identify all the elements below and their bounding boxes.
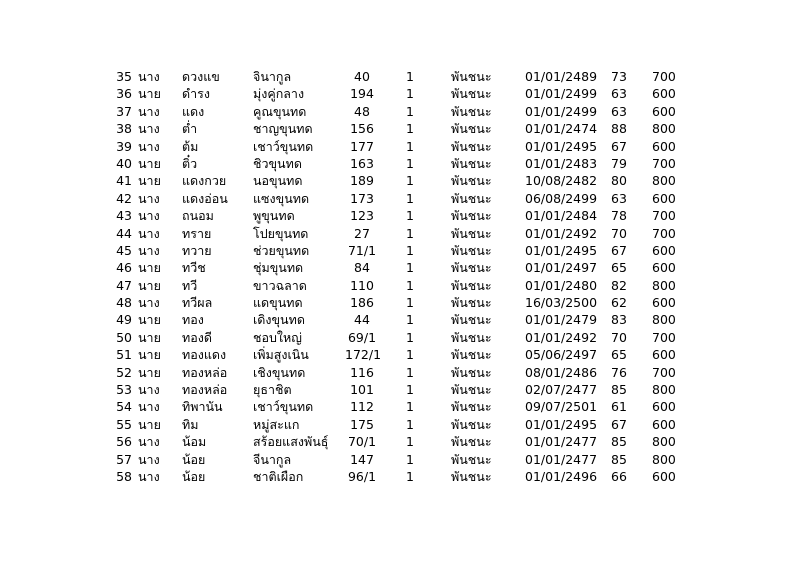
allowance-amount: 800 bbox=[652, 382, 676, 398]
subdistrict: พันชนะ bbox=[451, 242, 492, 258]
row-number: 51 bbox=[116, 347, 132, 363]
age: 62 bbox=[611, 295, 627, 311]
village-number: 1 bbox=[406, 468, 414, 484]
first-name: ทวี bbox=[182, 277, 198, 293]
village-number: 1 bbox=[406, 121, 414, 137]
last-name: ขาวฉลาด bbox=[253, 277, 307, 293]
birth-date: 01/01/2499 bbox=[525, 86, 598, 102]
age: 63 bbox=[611, 86, 627, 102]
village-number: 1 bbox=[406, 329, 414, 345]
subdistrict: พันชนะ bbox=[451, 277, 492, 293]
age: 61 bbox=[611, 399, 627, 415]
birth-date: 01/01/2484 bbox=[525, 208, 598, 224]
age: 83 bbox=[611, 312, 627, 328]
age: 76 bbox=[611, 364, 627, 380]
allowance-amount: 600 bbox=[652, 138, 676, 154]
village-number: 1 bbox=[406, 225, 414, 241]
age: 85 bbox=[611, 382, 627, 398]
age: 65 bbox=[611, 260, 627, 276]
first-name: น้อม bbox=[182, 434, 207, 450]
village-number: 1 bbox=[406, 382, 414, 398]
table-row bbox=[0, 120, 800, 137]
house-number: 71/1 bbox=[347, 242, 377, 258]
row-number: 57 bbox=[116, 451, 132, 467]
last-name: เชาว์ขุนทด bbox=[253, 138, 314, 154]
row-number: 46 bbox=[116, 260, 132, 276]
subdistrict: พันชนะ bbox=[451, 86, 492, 102]
table-row bbox=[0, 172, 800, 189]
age: 70 bbox=[611, 329, 627, 345]
row-number: 43 bbox=[116, 208, 132, 224]
house-number: 175 bbox=[350, 416, 374, 432]
birth-date: 01/01/2474 bbox=[525, 121, 598, 137]
last-name: แซงขุนทด bbox=[253, 190, 310, 206]
first-name: ทองดี bbox=[182, 329, 212, 345]
subdistrict: พันชนะ bbox=[451, 190, 492, 206]
table-row bbox=[0, 190, 800, 207]
house-number: 70/1 bbox=[347, 434, 377, 450]
row-number: 55 bbox=[116, 416, 132, 432]
last-name: หมู่สะแก bbox=[253, 416, 300, 432]
village-number: 1 bbox=[406, 295, 414, 311]
last-name: เชิงขุนทด bbox=[253, 364, 306, 380]
registry-table bbox=[0, 68, 800, 485]
age: 85 bbox=[611, 434, 627, 450]
age: 88 bbox=[611, 121, 627, 137]
allowance-amount: 800 bbox=[652, 121, 676, 137]
allowance-amount: 600 bbox=[652, 399, 676, 415]
name-title: นาย bbox=[138, 260, 161, 276]
age: 78 bbox=[611, 208, 627, 224]
subdistrict: พันชนะ bbox=[451, 364, 492, 380]
last-name: แดขุนทด bbox=[253, 295, 303, 311]
first-name: น้อย bbox=[182, 451, 206, 467]
row-number: 40 bbox=[116, 155, 132, 171]
name-title: นาง bbox=[138, 242, 160, 258]
birth-date: 01/01/2495 bbox=[525, 242, 598, 258]
birth-date: 09/07/2501 bbox=[525, 399, 598, 415]
allowance-amount: 600 bbox=[652, 260, 676, 276]
subdistrict: พันชนะ bbox=[451, 312, 492, 328]
table-row bbox=[0, 294, 800, 311]
table-row bbox=[0, 451, 800, 468]
row-number: 54 bbox=[116, 399, 132, 415]
last-name: ชุ่มขุนทด bbox=[253, 260, 304, 276]
subdistrict: พันชนะ bbox=[451, 69, 492, 84]
birth-date: 01/01/2496 bbox=[525, 468, 598, 484]
first-name: ดวงแข bbox=[182, 69, 220, 84]
last-name: ชอบใหญ่ bbox=[253, 329, 302, 345]
last-name: เดิงขุนทด bbox=[253, 312, 305, 328]
birth-date: 01/01/2477 bbox=[525, 451, 598, 467]
table-row bbox=[0, 259, 800, 276]
house-number: 27 bbox=[354, 225, 370, 241]
row-number: 35 bbox=[116, 69, 132, 84]
name-title: นาง bbox=[138, 451, 160, 467]
age: 85 bbox=[611, 451, 627, 467]
row-number: 58 bbox=[116, 468, 132, 484]
house-number: 147 bbox=[350, 451, 374, 467]
row-number: 39 bbox=[116, 138, 132, 154]
first-name: แดง bbox=[182, 103, 205, 119]
name-title: นาย bbox=[138, 86, 161, 102]
house-number: 189 bbox=[350, 173, 374, 189]
subdistrict: พันชนะ bbox=[451, 434, 492, 450]
subdistrict: พันชนะ bbox=[451, 329, 492, 345]
birth-date: 01/01/2499 bbox=[525, 103, 598, 119]
village-number: 1 bbox=[406, 451, 414, 467]
subdistrict: พันชนะ bbox=[451, 208, 492, 224]
allowance-amount: 600 bbox=[652, 190, 676, 206]
subdistrict: พันชนะ bbox=[451, 295, 492, 311]
name-title: นาย bbox=[138, 416, 161, 432]
name-title: นาง bbox=[138, 103, 160, 119]
last-name: จินากูล bbox=[253, 69, 292, 84]
allowance-amount: 700 bbox=[652, 69, 676, 84]
first-name: ต่ำ bbox=[182, 121, 198, 137]
subdistrict: พันชนะ bbox=[451, 225, 492, 241]
row-number: 44 bbox=[116, 225, 132, 241]
house-number: 69/1 bbox=[347, 329, 377, 345]
subdistrict: พันชนะ bbox=[451, 468, 492, 484]
first-name: ทวาย bbox=[182, 242, 212, 258]
house-number: 173 bbox=[350, 190, 374, 206]
village-number: 1 bbox=[406, 312, 414, 328]
last-name: ยุธาชิต bbox=[253, 382, 292, 398]
house-number: 96/1 bbox=[347, 468, 377, 484]
house-number: 44 bbox=[354, 312, 370, 328]
row-number: 47 bbox=[116, 277, 132, 293]
first-name: แดงกวย bbox=[182, 173, 227, 189]
house-number: 177 bbox=[350, 138, 374, 154]
first-name: น้อย bbox=[182, 468, 206, 484]
house-number: 163 bbox=[350, 155, 374, 171]
house-number: 110 bbox=[350, 277, 374, 293]
allowance-amount: 600 bbox=[652, 295, 676, 311]
allowance-amount: 700 bbox=[652, 364, 676, 380]
birth-date: 10/08/2482 bbox=[525, 173, 598, 189]
village-number: 1 bbox=[406, 103, 414, 119]
last-name: เชาว์ขุนทด bbox=[253, 399, 314, 415]
first-name: ทิพานัน bbox=[182, 399, 223, 415]
first-name: ทองหล่อ bbox=[182, 382, 228, 398]
last-name: โปยขุนทด bbox=[253, 225, 309, 241]
last-name: ชิวขุนทด bbox=[253, 155, 302, 171]
last-name: มุ่งคู่กลาง bbox=[253, 86, 305, 102]
name-title: นาง bbox=[138, 208, 160, 224]
name-title: นาง bbox=[138, 399, 160, 415]
row-number: 56 bbox=[116, 434, 132, 450]
birth-date: 01/01/2495 bbox=[525, 416, 598, 432]
allowance-amount: 600 bbox=[652, 347, 676, 363]
last-name: พูขุนทด bbox=[253, 208, 295, 224]
house-number: 48 bbox=[354, 103, 370, 119]
name-title: นาง bbox=[138, 295, 160, 311]
house-number: 116 bbox=[350, 364, 374, 380]
house-number: 156 bbox=[350, 121, 374, 137]
village-number: 1 bbox=[406, 138, 414, 154]
allowance-amount: 800 bbox=[652, 312, 676, 328]
name-title: นาง bbox=[138, 434, 160, 450]
age: 65 bbox=[611, 347, 627, 363]
last-name: คูณขุนทด bbox=[253, 103, 307, 119]
age: 66 bbox=[611, 468, 627, 484]
village-number: 1 bbox=[406, 260, 414, 276]
birth-date: 01/01/2489 bbox=[525, 69, 598, 84]
name-title: นาง bbox=[138, 69, 160, 84]
birth-date: 01/01/2497 bbox=[525, 260, 598, 276]
name-title: นาง bbox=[138, 121, 160, 137]
village-number: 1 bbox=[406, 416, 414, 432]
first-name: แดงอ่อน bbox=[182, 190, 228, 206]
row-number: 37 bbox=[116, 103, 132, 119]
name-title: นาง bbox=[138, 468, 160, 484]
table-row bbox=[0, 242, 800, 259]
table-row bbox=[0, 433, 800, 450]
row-number: 50 bbox=[116, 329, 132, 345]
house-number: 112 bbox=[350, 399, 374, 415]
village-number: 1 bbox=[406, 69, 414, 84]
table-row bbox=[0, 398, 800, 415]
first-name: ทราย bbox=[182, 225, 212, 241]
first-name: ถนอม bbox=[182, 208, 214, 224]
first-name: ทิม bbox=[182, 416, 199, 432]
last-name: เพิ่มสูงเนิน bbox=[253, 347, 309, 363]
table-row bbox=[0, 311, 800, 328]
table-row bbox=[0, 416, 800, 433]
row-number: 36 bbox=[116, 86, 132, 102]
name-title: นาย bbox=[138, 173, 161, 189]
table-row bbox=[0, 329, 800, 346]
allowance-amount: 700 bbox=[652, 155, 676, 171]
village-number: 1 bbox=[406, 399, 414, 415]
name-title: นาย bbox=[138, 312, 161, 328]
birth-date: 02/07/2477 bbox=[525, 382, 598, 398]
birth-date: 01/01/2477 bbox=[525, 434, 598, 450]
last-name: ชาติเผือก bbox=[253, 468, 304, 484]
age: 67 bbox=[611, 138, 627, 154]
table-row bbox=[0, 103, 800, 120]
subdistrict: พันชนะ bbox=[451, 399, 492, 415]
subdistrict: พันชนะ bbox=[451, 451, 492, 467]
subdistrict: พันชนะ bbox=[451, 382, 492, 398]
name-title: นาย bbox=[138, 347, 161, 363]
village-number: 1 bbox=[406, 190, 414, 206]
birth-date: 16/03/2500 bbox=[525, 295, 598, 311]
allowance-amount: 600 bbox=[652, 416, 676, 432]
first-name: ทอง bbox=[182, 312, 204, 328]
house-number: 101 bbox=[350, 382, 374, 398]
table-row bbox=[0, 381, 800, 398]
name-title: นาย bbox=[138, 364, 161, 380]
allowance-amount: 800 bbox=[652, 277, 676, 293]
first-name: ทวีช bbox=[182, 260, 206, 276]
row-number: 52 bbox=[116, 364, 132, 380]
village-number: 1 bbox=[406, 155, 414, 171]
birth-date: 06/08/2499 bbox=[525, 190, 598, 206]
last-name: ช่วยขุนทด bbox=[253, 242, 310, 258]
village-number: 1 bbox=[406, 277, 414, 293]
age: 63 bbox=[611, 190, 627, 206]
first-name: ติ๋ว bbox=[182, 155, 198, 171]
row-number: 42 bbox=[116, 190, 132, 206]
name-title: นาย bbox=[138, 277, 161, 293]
birth-date: 08/01/2486 bbox=[525, 364, 598, 380]
village-number: 1 bbox=[406, 242, 414, 258]
first-name: ต้ม bbox=[182, 138, 199, 154]
table-row bbox=[0, 138, 800, 155]
row-number: 48 bbox=[116, 295, 132, 311]
table-row bbox=[0, 277, 800, 294]
allowance-amount: 800 bbox=[652, 173, 676, 189]
subdistrict: พันชนะ bbox=[451, 260, 492, 276]
subdistrict: พันชนะ bbox=[451, 347, 492, 363]
allowance-amount: 600 bbox=[652, 86, 676, 102]
table-row bbox=[0, 207, 800, 224]
table-row bbox=[0, 468, 800, 485]
allowance-amount: 800 bbox=[652, 434, 676, 450]
allowance-amount: 600 bbox=[652, 103, 676, 119]
table-row bbox=[0, 68, 800, 85]
village-number: 1 bbox=[406, 434, 414, 450]
last-name: สร้อยแสงพันธุ์ bbox=[253, 434, 329, 450]
subdistrict: พันชนะ bbox=[451, 155, 492, 171]
row-number: 41 bbox=[116, 173, 132, 189]
age: 73 bbox=[611, 69, 627, 84]
first-name: ทองหล่อ bbox=[182, 364, 228, 380]
name-title: นาย bbox=[138, 155, 161, 171]
table-row bbox=[0, 225, 800, 242]
age: 67 bbox=[611, 416, 627, 432]
subdistrict: พันชนะ bbox=[451, 173, 492, 189]
last-name: นอขุนทด bbox=[253, 173, 303, 189]
table-row bbox=[0, 364, 800, 381]
row-number: 49 bbox=[116, 312, 132, 328]
birth-date: 01/01/2495 bbox=[525, 138, 598, 154]
first-name: ดำรง bbox=[182, 86, 210, 102]
allowance-amount: 600 bbox=[652, 242, 676, 258]
age: 67 bbox=[611, 242, 627, 258]
birth-date: 01/01/2492 bbox=[525, 225, 598, 241]
birth-date: 01/01/2479 bbox=[525, 312, 598, 328]
house-number: 84 bbox=[354, 260, 370, 276]
village-number: 1 bbox=[406, 173, 414, 189]
subdistrict: พันชนะ bbox=[451, 138, 492, 154]
birth-date: 01/01/2483 bbox=[525, 155, 598, 171]
age: 82 bbox=[611, 277, 627, 293]
subdistrict: พันชนะ bbox=[451, 121, 492, 137]
last-name: จีนากูล bbox=[253, 451, 292, 467]
first-name: ทองแดง bbox=[182, 347, 227, 363]
village-number: 1 bbox=[406, 364, 414, 380]
subdistrict: พันชนะ bbox=[451, 103, 492, 119]
allowance-amount: 800 bbox=[652, 451, 676, 467]
age: 63 bbox=[611, 103, 627, 119]
house-number: 172/1 bbox=[345, 347, 382, 363]
birth-date: 01/01/2480 bbox=[525, 277, 598, 293]
name-title: นาย bbox=[138, 329, 161, 345]
house-number: 194 bbox=[350, 86, 374, 102]
allowance-amount: 700 bbox=[652, 208, 676, 224]
name-title: นาง bbox=[138, 225, 160, 241]
allowance-amount: 600 bbox=[652, 468, 676, 484]
name-title: นาง bbox=[138, 190, 160, 206]
birth-date: 05/06/2497 bbox=[525, 347, 598, 363]
subdistrict: พันชนะ bbox=[451, 416, 492, 432]
village-number: 1 bbox=[406, 347, 414, 363]
allowance-amount: 700 bbox=[652, 329, 676, 345]
village-number: 1 bbox=[406, 208, 414, 224]
row-number: 38 bbox=[116, 121, 132, 137]
name-title: นาง bbox=[138, 138, 160, 154]
table-row bbox=[0, 155, 800, 172]
last-name: ชาญขุนทด bbox=[253, 121, 313, 137]
house-number: 186 bbox=[350, 295, 374, 311]
house-number: 40 bbox=[354, 69, 370, 84]
village-number: 1 bbox=[406, 86, 414, 102]
age: 79 bbox=[611, 155, 627, 171]
table-row bbox=[0, 346, 800, 363]
row-number: 45 bbox=[116, 242, 132, 258]
birth-date: 01/01/2492 bbox=[525, 329, 598, 345]
allowance-amount: 700 bbox=[652, 225, 676, 241]
age: 80 bbox=[611, 173, 627, 189]
table-row bbox=[0, 85, 800, 102]
name-title: นาง bbox=[138, 382, 160, 398]
age: 70 bbox=[611, 225, 627, 241]
row-number: 53 bbox=[116, 382, 132, 398]
first-name: ทวีผล bbox=[182, 295, 213, 311]
house-number: 123 bbox=[350, 208, 374, 224]
